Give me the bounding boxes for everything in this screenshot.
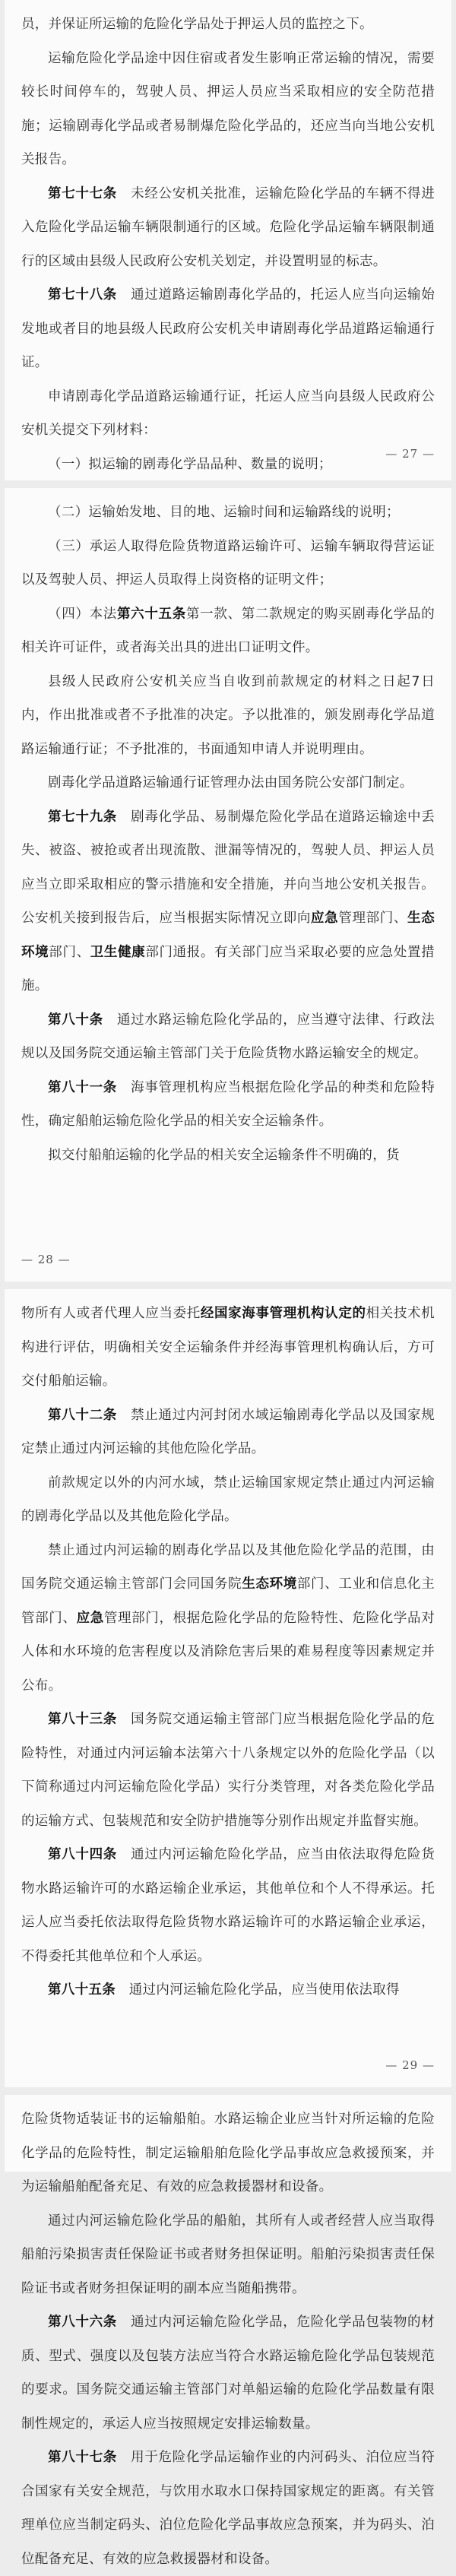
page-number: — 28 — — [21, 1253, 71, 1266]
text-run: 通过道路运输剧毒化学品的，托运人应当向运输始发地或者目的地县级人民政府公安机关申请剧毒化学品道路运输通行证。 — [21, 287, 435, 370]
paragraph — [21, 665, 435, 767]
paragraph — [21, 8, 435, 42]
paragraph — [21, 1703, 435, 1838]
highlighted-text: 应急 — [76, 1610, 104, 1626]
paragraph — [21, 2441, 435, 2576]
text-run: 第一款、第二款规定的购买剧毒化学品的相关许可证件，或者海关出具的进出口证明文件。 — [21, 606, 435, 655]
article-number: 第八十条 — [48, 1012, 103, 1028]
text-run: 管理部门、 — [338, 911, 408, 926]
text-run: 禁止通过内河运输的剧毒化学品以及其他危险化学品的范围，由国务院交通运输主管部门会同国务院 — [21, 1542, 435, 1592]
article-number: 第七十九条 — [48, 809, 117, 825]
paragraph — [21, 2204, 435, 2306]
paragraph — [21, 597, 435, 665]
text-run: （二）运输始发地、目的地、运输时间和运输路线的说明； — [48, 505, 400, 520]
page-body — [21, 2095, 435, 2576]
highlighted-text: 生态环境 — [242, 1576, 297, 1592]
text-run: 县级人民政府公安机关应当自收到前款规定的材料之日起7日内，作出批准或者不予批准的决定。予以批准的，颁发剧毒化学品道路运输通行证；不予批准的，书面通知申请人并说明理由。 — [21, 673, 435, 757]
text-run: 物所有人或者代理人应当委托 — [21, 1306, 201, 1321]
paragraph — [21, 278, 435, 380]
paragraph — [21, 2305, 435, 2441]
article-number: 第八十二条 — [48, 1407, 117, 1423]
article-number: 第六十五条 — [116, 606, 186, 622]
paragraph — [21, 766, 435, 800]
text-run: （三）承运人取得危险货物道路运输许可、运输车辆取得营运证以及驾驶人员、押运人员取得上岗资格的证明文件； — [21, 538, 435, 588]
text-run: 剧毒化学品道路运输通行证管理办法由国务院公安部门制定。 — [48, 775, 413, 791]
article-number: 第八十四条 — [48, 1847, 117, 1862]
paragraph — [21, 800, 435, 1003]
paragraph — [21, 530, 435, 597]
page-body — [21, 0, 435, 481]
text-run: 禁止通过内河封闭水域运输剧毒化学品以及国家规定禁止通过内河运输的其他危险化学品。 — [21, 1407, 435, 1456]
text-run: 通过内河运输危险化学品，应当使用依法取得 — [116, 1982, 400, 1998]
paragraph — [21, 1466, 435, 1534]
paragraph — [21, 380, 435, 448]
highlighted-text: 应急 — [311, 911, 339, 926]
text-run: 部门、 — [49, 944, 90, 960]
paragraph — [21, 448, 435, 482]
text-run: 运输危险化学品途中因住宿或者发生影响正常运输的情况，需要较长时间停车的，驾驶人员、押运人员应当采取相应的安全防范措施；运输剧毒化学品或者易制爆危险化学品的，还应当向当地公安机关报告。 — [21, 50, 435, 167]
page-number: — 27 — — [385, 447, 435, 461]
document-page-27 — [5, 0, 451, 480]
article-number: 第八十六条 — [48, 2315, 117, 2330]
page-body — [21, 1289, 435, 2007]
document-page-30 — [5, 2095, 451, 2567]
page-body — [21, 488, 435, 1172]
text-run: 剧毒化学品、易制爆危险化学品在道路运输途中丢失、被盗、被抢或者出现流散、泄漏等情况的，驾驶人员、押运人员应当立即采取相应的警示措施和安全措施，并向当地公安机关报告。公安机关接到报告后，应当根据实际情况立即向 — [21, 809, 435, 926]
text-run: 拟交付船舶运输的化学品的相关安全运输条件不明确的，货 — [48, 1147, 400, 1163]
page-number: — 29 — — [385, 2058, 435, 2072]
article-number: 第八十五条 — [48, 1982, 116, 1998]
paragraph — [21, 2102, 435, 2204]
highlighted-text: 生态环境 — [21, 911, 435, 960]
text-run: 前款规定以外的内河水域，禁止运输国家规定禁止通过内河运输的剧毒化学品以及其他危险化学品。 — [21, 1475, 435, 1524]
document-page-28 — [5, 488, 451, 1282]
paragraph — [21, 1139, 435, 1173]
text-run: 部门通报。有关部门应当采取必要的应急处置措施。 — [21, 944, 435, 993]
text-run: 部门、工业和信息化主管部门、 — [21, 1576, 435, 1626]
paragraph — [21, 496, 435, 530]
paragraph — [21, 1534, 435, 1703]
text-run: 相关技术机构进行评估，明确相关安全运输条件并经海事管理机构确认后，方可交付船舶运输。 — [21, 1306, 435, 1389]
paragraph — [21, 1838, 435, 1973]
highlighted-text: 卫生健康 — [90, 944, 146, 960]
text-run: 通过内河运输危险化学品，危险化学品包装物的材质、型式、强度以及包装方法应当符合水路运输危险化学品包装规范的要求。国务院交通运输主管部门对单船运输的危险化学品数量有限制性规定的，承运人应当按照规定安排运输数量。 — [21, 2315, 435, 2432]
text-run: 用于危险化学品运输作业的内河码头、泊位应当符合国家有关安全规范，与饮用水取水口保持国家规定的距离。有关管理单位应当制定码头、泊位危险化学品事故应急预案，并为码头、泊位配备充足、有效的应急救援器材和设备。 — [21, 2450, 435, 2567]
text-run: 申请剧毒化学品道路运输通行证，托运人应当向县级人民政府公安机关提交下列材料： — [21, 388, 435, 438]
text-run: 未经公安机关批准，运输危险化学品的车辆不得进入危险化学品运输车辆限制通行的区域。危险化学品运输车辆限制通行的区域由县级人民政府公安机关划定，并设置明显的标志。 — [21, 185, 435, 269]
text-run: 国务院交通运输主管部门应当根据危险化学品的危险特性，对通过内河运输本法第六十八条规定以外的危险化学品（以下简称通过内河运输危险化学品）实行分类管理，对各类危险化学品的运输方式、包装规范和安全防护措施等分别作出规定并监督实施。 — [21, 1712, 435, 1829]
document-page-29 — [5, 1289, 451, 2087]
text-run: 员，并保证所运输的危险化学品处于押运人员的监控之下。 — [21, 17, 373, 32]
text-run: 通过内河运输危险化学品，应当由依法取得危险货物水路运输许可的水路运输企业承运，其他单位和个人不得承运。托运人应当委托依法取得危险货物水路运输许可的水路运输企业承运，不得委托其他单位和个人承运。 — [21, 1847, 435, 1964]
paragraph — [21, 1003, 435, 1071]
article-number: 第八十七条 — [48, 2450, 117, 2465]
text-run: 通过水路运输危险化学品的，应当遵守法律、行政法规以及国务院交通运输主管部门关于危险货物水路运输安全的规定。 — [21, 1012, 435, 1061]
text-run: 危险货物适装证书的运输船舶。水路运输企业应当针对所运输的危险化学品的危险特性，制定运输船舶危险化学品事故应急救援预案，并为运输船舶配备充足、有效的应急救援器材和设备。 — [21, 2112, 435, 2194]
text-run: 海事管理机构应当根据危险化学品的种类和危险特性，确定船舶运输危险化学品的相关安全运输条件。 — [21, 1079, 435, 1129]
text-run: （四）本法 — [48, 606, 117, 622]
paragraph — [21, 1399, 435, 1466]
paragraph — [21, 1297, 435, 1399]
text-run: 管理部门，根据危险化学品的危险特性、危险化学品对人体和水环境的危害程度以及消除危害后果的难易程度等因素规定并公布。 — [21, 1610, 435, 1694]
article-number: 第七十八条 — [48, 287, 117, 303]
paragraph — [21, 42, 435, 177]
article-number: 第八十一条 — [48, 1079, 117, 1095]
text-run: （一）拟运输的剧毒化学品品种、数量的说明； — [48, 456, 332, 472]
paragraph — [21, 1973, 435, 2007]
article-number: 第八十三条 — [48, 1712, 117, 1727]
text-run: 通过内河运输危险化学品的船舶，其所有人或者经营人应当取得船舶污染损害责任保险证书或者财务担保证明。船舶污染损害责任保险证书或者财务担保证明的副本应当随船携带。 — [21, 2213, 435, 2296]
paragraph — [21, 177, 435, 279]
paragraph — [21, 1071, 435, 1139]
article-number: 第七十七条 — [48, 185, 117, 201]
highlighted-text: 经国家海事管理机构认定的 — [200, 1306, 366, 1321]
